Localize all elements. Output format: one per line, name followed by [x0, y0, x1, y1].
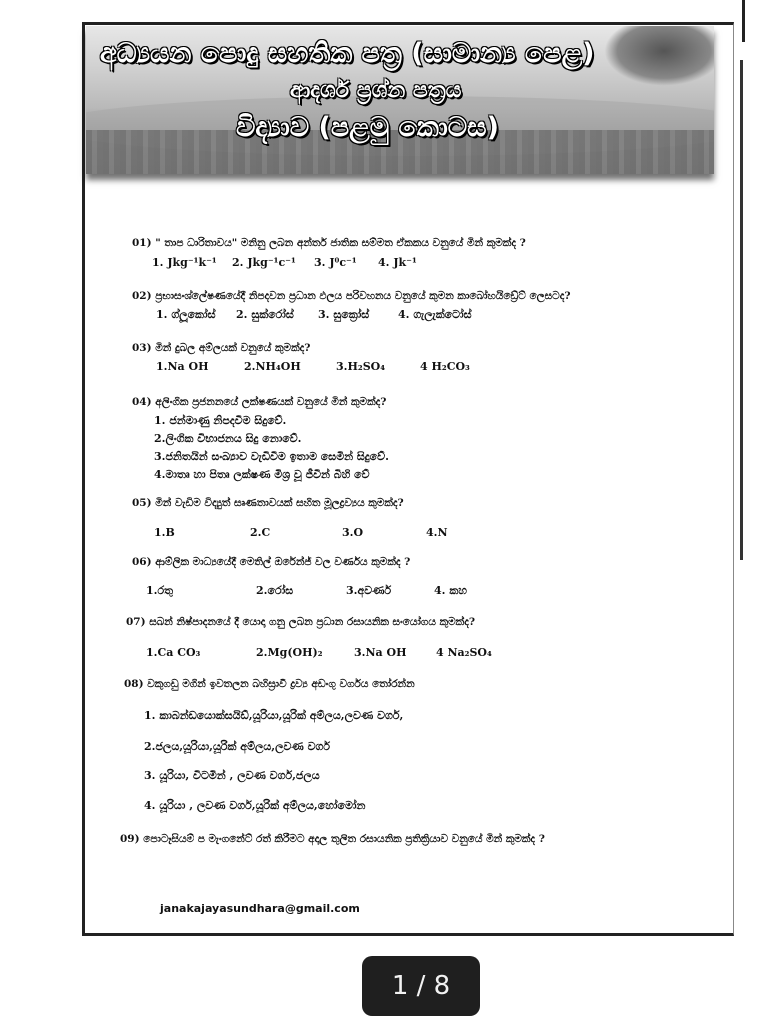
question-3: 03) මින් දුබල අම්ලයක් වනුයේ කුමක්ද? — [132, 342, 311, 354]
author-email: janakajayasundhara@gmail.com — [160, 902, 360, 915]
question-8-option-4: 4. යූරියා , ලවණ වර්ග,යූරික් අම්ලය,හෝමෝන — [144, 799, 366, 812]
question-2-option-1: 1. ග්ලූකෝස් — [156, 308, 216, 321]
question-7-option-2: 2.Mg(OH)₂ — [256, 646, 323, 659]
question-9: 09) පොටෑසියම් ප මැංගනේට් රත් කිරීමට අදාල තුලිත රසායනික ප්‍රතික්‍රියාව වනුයේ මින් කුමක්ද ? — [120, 833, 545, 845]
question-5-option-2: 2.C — [250, 526, 271, 539]
question-8: 08) වකුගඩු මගින් ඉවතලන බහිස්‍රාවී ද්‍රව්‍ය අඩංගු වර්ගය තෝරන්න — [124, 678, 415, 690]
question-8-option-1: 1. කාබන්ඩයොක්සයිඩ්,යූරියා,යූරික් අම්ලය,ලවණ වර්ග, — [144, 709, 404, 722]
question-1-option-1: 1. Jkg⁻¹k⁻¹ — [152, 256, 217, 269]
question-4-option-3: 3.ජනිතයින් සංඛ්‍යාව වැඩිවීම ඉතාම සෙමින් සිදුවේ. — [154, 450, 389, 463]
question-7: 07) සබන් නිෂ්පාදනයේ දී යොදා ගනු ලබන ප්‍රධාන රසායනික සංයෝගය කුමක්ද? — [126, 616, 476, 628]
question-4: 04) අලිංගික ප්‍රජනනයේ ලක්ෂණයක් වනුයේ මින් කුමක්ද? — [132, 396, 387, 408]
question-2-option-2: 2. සුක්රෝස් — [236, 308, 294, 321]
question-6: 06) ආම්ලික මාධ්‍යයේදී මෙතිල් ඔරේන්ජ් වල වර්ණය කුමක්ද ? — [132, 556, 411, 568]
question-8-option-3: 3. යූරියා, විටමින් , ලවණ වර්ග,ජලය — [144, 769, 320, 782]
question-4-option-4: 4.මාතෘ හා පිතෘ ලක්ෂණ මිශ්‍ර වූ ජීවීන් බිහි වේ — [154, 468, 370, 481]
question-3-option-2: 2.NH₄OH — [244, 360, 301, 373]
question-6-option-1: 1.රතු — [146, 584, 174, 597]
question-1-option-3: 3. J⁰c⁻¹ — [314, 256, 357, 269]
question-4-option-2: 2.ලිංගික විභාජනය සිදු නොවේ. — [154, 432, 302, 445]
question-6-option-2: 2.රෝස — [256, 584, 294, 597]
question-2-option-4: 4. ගැලැක්ටෝස් — [398, 308, 472, 321]
question-1-option-2: 2. Jkg⁻¹c⁻¹ — [232, 256, 296, 269]
question-1-option-4: 4. Jk⁻¹ — [378, 256, 417, 269]
question-4-option-1: 1. ජන්මාණු නිපදවීම සිදුවේ. — [154, 414, 287, 427]
question-5-option-4: 4.N — [426, 526, 448, 539]
top-edge-line — [742, 0, 745, 42]
question-2-option-3: 3. සුක්‍රෝස් — [318, 308, 370, 321]
tree-silhouette — [604, 26, 714, 86]
page-edge-line — [740, 60, 743, 560]
header-title-line1: අධ්‍යයන පොදු සහතික පත්‍ර (සාමාන්‍ය පෙළ) — [100, 38, 595, 69]
question-2: 02) ප්‍රභාසංශ්ලේෂණයේදී නිපදවන ප්‍රධාන ඵලය පරිවහනය වනුයේ කුමන කාබෝහයිඩ්‍රේට් ලෙසටද? — [132, 290, 571, 302]
question-5-option-3: 3.O — [342, 526, 364, 539]
question-3-option-4: 4 H₂CO₃ — [420, 360, 470, 373]
header-title-line2: ආදර්ශ ප්‍රශ්න පත්‍රය — [290, 78, 462, 103]
question-7-option-1: 1.Ca CO₃ — [146, 646, 201, 659]
question-7-option-3: 3.Na OH — [354, 646, 407, 659]
question-3-option-1: 1.Na OH — [156, 360, 209, 373]
question-8-option-2: 2.ජලය,යූරියා,යූරික් අම්ලය,ලවණ වර්ග — [144, 740, 331, 753]
question-3-option-3: 3.H₂SO₄ — [336, 360, 386, 373]
question-7-option-4: 4 Na₂SO₄ — [436, 646, 492, 659]
page-indicator[interactable]: 1 / 8 — [362, 956, 480, 1016]
question-6-option-3: 3.අවර්ණ — [346, 584, 392, 597]
question-5: 05) මින් වැඩිම විද්‍යුත් සෘණතාවයක් සහිත මූලද්‍රව්‍යය කුමක්ද? — [132, 497, 404, 509]
question-5-option-1: 1.B — [154, 526, 175, 539]
question-6-option-4: 4. කහ — [434, 584, 467, 597]
header-title-line3: විද්‍යාව (පළමු කොටස) — [236, 112, 499, 143]
question-1: 01) " තාප ධාරිතාවය" මනිනු ලබන අන්තර් ජාතික සම්මත ඒකකය වනුයේ මින් කුමක්ද ? — [132, 237, 526, 249]
